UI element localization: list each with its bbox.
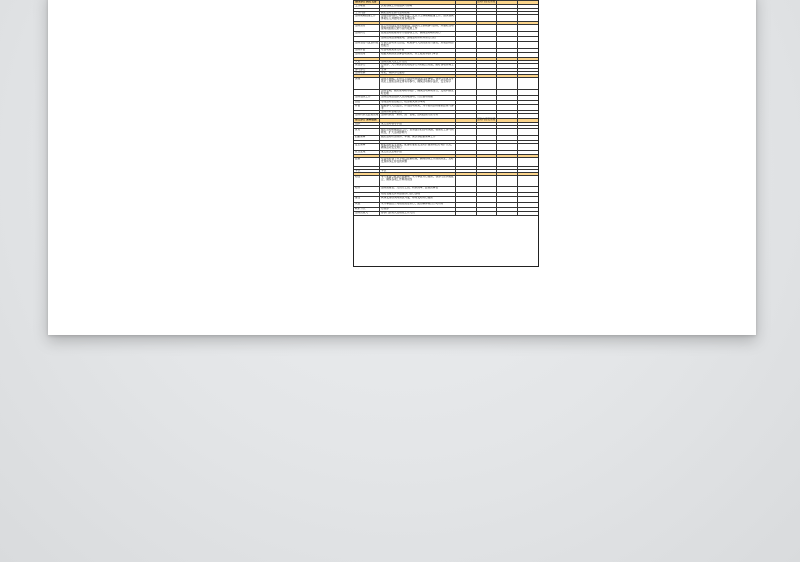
row-text-cell xyxy=(380,155,456,157)
progress-cell xyxy=(497,61,518,63)
row-label-cell xyxy=(354,126,380,128)
row-text-cell: 未尽事宜按公司相关规定执行，最终解释权归公司所有 xyxy=(380,203,456,207)
progress-cell xyxy=(518,49,539,52)
row-text-cell: 活动开始前，主持人介绍活动流程及注意事项，各部门负责人带领员工按照活动安排有序参与，确保活动秩序良好，安全有序 xyxy=(380,78,456,89)
table-row xyxy=(354,25,538,32)
row-label-cell: 流程 xyxy=(354,78,380,89)
progress-cell xyxy=(477,176,498,186)
progress-cell xyxy=(477,126,498,128)
progress-cell xyxy=(456,176,477,186)
progress-cell xyxy=(456,58,477,60)
progress-cell xyxy=(456,129,477,135)
progress-cell xyxy=(477,49,498,52)
progress-cell xyxy=(456,61,477,63)
progress-cell xyxy=(477,167,498,169)
progress-cell xyxy=(518,37,539,41)
progress-cell xyxy=(497,69,518,71)
row-text-cell: 做好活动前期宣传工作，营造良好的活动氛围，提高员工参与积极性，扩大活动影响力 xyxy=(380,129,456,135)
progress-cell xyxy=(456,15,477,21)
row-text-cell: 在公司内部发布活动通知，组织员工积极参与活动，并做好活动现场的拍照记录与宣传报道工作 xyxy=(380,25,456,31)
row-label-cell: 人员 xyxy=(354,61,380,63)
progress-cell xyxy=(497,187,518,192)
progress-cell xyxy=(518,69,539,71)
progress-cell xyxy=(518,119,539,122)
progress-cell xyxy=(456,126,477,128)
row-label-cell: 责任部门 xyxy=(354,64,380,68)
progress-cell xyxy=(477,123,498,125)
spreadsheet-table xyxy=(353,0,539,267)
row-text-cell xyxy=(380,9,456,11)
table-row xyxy=(354,78,538,90)
progress-cell xyxy=(518,173,539,175)
row-label-cell: 活动执行 xyxy=(354,32,380,36)
progress-cell xyxy=(477,75,498,77)
progress-cell xyxy=(456,25,477,31)
row-label-cell: 第五部分 保障措施 xyxy=(354,119,380,122)
progress-cell xyxy=(518,53,539,57)
row-text-cell: 做好活动所需物资、车辆、餐饮等后勤保障工作 xyxy=(380,136,456,140)
progress-cell xyxy=(497,78,518,89)
table-row xyxy=(354,176,538,187)
progress-cell xyxy=(477,193,498,196)
row-text-cell xyxy=(380,167,456,169)
progress-cell xyxy=(456,119,477,122)
progress-cell xyxy=(518,155,539,157)
row-text-cell: 制定活动安全预案，配备必要的安全防护措施和医疗救护人员，确保活动安全进行 xyxy=(380,144,456,150)
progress-cell xyxy=(477,42,498,48)
progress-cell xyxy=(477,58,498,60)
progress-cell: 活动内容及进度 xyxy=(477,0,496,3)
progress-cell xyxy=(497,129,518,135)
progress-cell xyxy=(518,5,539,8)
progress-cell xyxy=(477,197,498,202)
row-label-cell: 组织 xyxy=(354,123,380,125)
progress-cell xyxy=(518,42,539,48)
progress-cell xyxy=(518,126,539,128)
row-label-cell: 应急处理 xyxy=(354,151,380,154)
progress-cell xyxy=(456,42,477,48)
document-page xyxy=(48,0,756,335)
row-label-cell: 总结 xyxy=(354,101,380,104)
progress-cell xyxy=(456,155,477,157)
row-label-cell xyxy=(354,141,380,143)
progress-cell xyxy=(477,105,498,110)
progress-cell xyxy=(477,208,498,211)
progress-cell xyxy=(518,208,539,211)
row-text-cell: 对本次活动进行总结，收集参与人员的意见与建议，形成活动总结报告 xyxy=(380,42,456,48)
row-label-cell: 活动负责人 xyxy=(354,212,380,215)
progress-cell xyxy=(497,15,518,21)
progress-cell xyxy=(518,187,539,192)
row-text-cell: 活动物资统一采购、统一管理，活动经费专款专用 xyxy=(380,114,456,118)
progress-cell xyxy=(456,187,477,192)
progress-cell xyxy=(477,78,498,89)
row-label-cell: 监督 xyxy=(354,158,380,166)
row-text-cell xyxy=(380,119,456,122)
progress-cell xyxy=(477,22,498,24)
progress-cell xyxy=(497,101,518,104)
progress-cell xyxy=(456,193,477,196)
progress-cell xyxy=(497,155,518,157)
progress-cell xyxy=(456,114,477,118)
progress-cell xyxy=(497,25,518,31)
progress-cell xyxy=(497,72,518,74)
progress-cell xyxy=(477,12,498,14)
row-text-cell: 活动结束后清理现场，整理活动资料并进行归档 xyxy=(380,37,456,41)
progress-cell xyxy=(456,49,477,52)
row-text-cell: 对活动的各个环节进行监督检查，确保各项工作落到实处，及时发现和纠正存在的问题 xyxy=(380,158,456,166)
row-label-cell xyxy=(354,173,380,175)
progress-cell xyxy=(497,105,518,110)
progress-cell xyxy=(456,144,477,150)
progress-cell xyxy=(456,12,477,14)
progress-cell xyxy=(518,170,539,172)
progress-cell xyxy=(456,101,477,104)
row-label-cell: 安全保障 xyxy=(354,144,380,150)
row-label-cell: 考核 xyxy=(354,170,380,172)
row-label-cell: 备注 xyxy=(354,197,380,202)
progress-cell xyxy=(477,144,498,150)
progress-cell xyxy=(477,64,498,68)
progress-cell xyxy=(477,170,498,172)
row-label-cell xyxy=(354,167,380,169)
progress-cell xyxy=(477,5,498,8)
progress-cell xyxy=(497,197,518,202)
row-label-cell xyxy=(354,193,380,196)
progress-cell xyxy=(456,90,477,95)
row-text-cell xyxy=(380,173,456,175)
progress-cell xyxy=(456,167,477,169)
progress-cell xyxy=(497,173,518,175)
progress-cell xyxy=(477,173,498,175)
progress-cell xyxy=(518,96,539,100)
progress-cell xyxy=(456,53,477,57)
progress-cell xyxy=(477,151,498,154)
progress-cell xyxy=(477,187,498,192)
row-text-cell: 活动资料整理归档 xyxy=(380,111,456,113)
row-label-cell: 附注 xyxy=(354,176,380,186)
progress-cell xyxy=(456,105,477,110)
progress-cell xyxy=(518,129,539,135)
row-label-cell xyxy=(354,90,380,95)
progress-cell xyxy=(477,129,498,135)
progress-cell xyxy=(477,111,498,113)
progress-cell xyxy=(456,212,477,215)
progress-cell xyxy=(518,105,539,110)
row-text-cell xyxy=(380,22,456,24)
progress-cell xyxy=(497,123,518,125)
progress-cell xyxy=(518,64,539,68)
row-label-cell: 工作内容 xyxy=(354,12,380,14)
progress-cell xyxy=(497,203,518,207)
progress-cell xyxy=(497,158,518,166)
progress-cell xyxy=(518,75,539,77)
progress-cell xyxy=(477,96,498,100)
progress-cell xyxy=(497,64,518,68)
progress-cell xyxy=(497,126,518,128)
progress-cell xyxy=(518,123,539,125)
row-label-cell: 其他 xyxy=(354,203,380,207)
progress-cell xyxy=(518,101,539,104)
progress-cell xyxy=(456,69,477,71)
row-text-cell: 活动所需物料、场地布置、人员分工等前期准备工作，落实到具体责任人并按时完成各项任务 xyxy=(380,15,456,21)
progress-cell xyxy=(477,203,498,207)
progress-cell xyxy=(477,155,498,157)
row-text-cell: 对活动效果进行评估 xyxy=(380,49,456,52)
progress-cell xyxy=(477,53,498,57)
progress-cell xyxy=(477,158,498,166)
progress-cell xyxy=(518,111,539,113)
progress-cell xyxy=(497,212,518,215)
progress-cell xyxy=(477,141,498,143)
row-text-cell: 活动流程表、人员分工表、物资清单、经费预算表 xyxy=(380,187,456,192)
progress-cell xyxy=(456,78,477,89)
row-text-cell: 确定活动主题与活动流程 xyxy=(380,12,456,14)
row-label-cell: 后勤保障 xyxy=(354,136,380,140)
progress-cell xyxy=(456,75,477,77)
row-label-cell xyxy=(354,58,380,60)
progress-cell xyxy=(477,9,498,11)
progress-cell xyxy=(497,90,518,95)
progress-cell xyxy=(456,64,477,68)
row-text-cell xyxy=(380,126,456,128)
row-label-cell: 第四部分 执行安排 xyxy=(354,1,380,4)
progress-cell xyxy=(497,9,518,11)
row-text-cell xyxy=(380,58,456,60)
progress-cell xyxy=(518,15,539,21)
row-label-cell xyxy=(354,37,380,41)
row-label-cell: 活动费用 xyxy=(354,53,380,57)
row-text-cell: 本方案由行政部负责解释，未尽事宜另行通知，各部门应积极配合，确保各项工作顺利完成 xyxy=(380,176,456,186)
table-row xyxy=(354,144,538,151)
row-text-cell: 按照活动流程有序开展各项工作，确保活动顺利进行 xyxy=(380,32,456,36)
row-text-cell: 考核 xyxy=(380,170,456,172)
progress-cell xyxy=(456,170,477,172)
progress-cell xyxy=(497,119,518,122)
progress-cell xyxy=(518,12,539,14)
row-label-cell xyxy=(354,111,380,113)
row-text-cell: 成立应急处理小组 xyxy=(380,151,456,154)
progress-cell xyxy=(497,32,518,36)
progress-cell xyxy=(518,1,539,4)
row-label-cell: 宣传 xyxy=(354,129,380,135)
progress-cell xyxy=(456,32,477,36)
row-label-cell: 联系方式 xyxy=(354,208,380,211)
row-text-cell: 活动结束后组织人员清理现场，归还借用物品 xyxy=(380,96,456,100)
row-label-cell xyxy=(354,75,380,77)
row-text-cell: 根据参与人员反馈，评估活动效果，为今后的活动提供经验与参考 xyxy=(380,105,456,110)
progress-cell xyxy=(518,58,539,60)
progress-cell xyxy=(497,75,518,77)
progress-cell xyxy=(518,144,539,150)
progress-cell xyxy=(497,49,518,52)
progress-cell xyxy=(497,144,518,150)
row-label-cell: 活动总结与反馈阶段 xyxy=(354,42,380,48)
table-row xyxy=(354,158,538,167)
progress-cell: 活动内容及进度 xyxy=(477,118,496,121)
row-label-cell: 活动时间 xyxy=(354,72,380,74)
row-label-cell: 参与部门 xyxy=(354,69,380,71)
row-text-cell: 全体 xyxy=(380,69,456,71)
progress-cell xyxy=(477,37,498,41)
progress-cell xyxy=(477,90,498,95)
row-text-cell: 具体安排以实际情况为准，如有变动另行通知 xyxy=(380,197,456,202)
progress-cell xyxy=(456,111,477,113)
progress-cell xyxy=(477,25,498,31)
progress-cell xyxy=(518,9,539,11)
row-label-cell: 活动宣传 xyxy=(354,25,380,31)
progress-cell xyxy=(456,72,477,74)
progress-cell xyxy=(518,72,539,74)
row-text-cell: 活动中期，做好现场秩序维护，确保活动顺利进行，发现问题及时处理 xyxy=(380,90,456,95)
progress-cell xyxy=(477,212,498,215)
progress-cell xyxy=(497,176,518,186)
row-text-cell: 相关表格及资料由各部门自行整理 xyxy=(380,193,456,196)
progress-cell xyxy=(477,15,498,21)
row-label-cell: 活动评估 xyxy=(354,49,380,52)
progress-cell xyxy=(497,193,518,196)
progress-cell xyxy=(518,167,539,169)
progress-cell xyxy=(518,197,539,202)
progress-cell xyxy=(477,101,498,104)
progress-cell xyxy=(518,151,539,154)
progress-cell xyxy=(477,61,498,63)
progress-cell xyxy=(456,136,477,140)
progress-cell xyxy=(518,158,539,166)
progress-cell xyxy=(518,25,539,31)
row-text-cell: 成立活动领导小组 xyxy=(380,123,456,125)
row-text-cell xyxy=(380,1,456,4)
progress-cell xyxy=(497,42,518,48)
progress-cell xyxy=(497,111,518,113)
row-label-cell: 活动物资及经费管理 xyxy=(355,114,379,116)
progress-cell xyxy=(497,58,518,60)
progress-cell xyxy=(497,151,518,154)
row-text-cell: 行政部、人力资源部及相关部门共同配合完成，做好各项协调工作 xyxy=(380,64,456,68)
progress-cell xyxy=(497,167,518,169)
row-text-cell: 待定，具体另行通知 xyxy=(380,72,456,74)
progress-cell xyxy=(456,5,477,8)
progress-cell xyxy=(477,136,498,140)
progress-cell xyxy=(497,208,518,211)
progress-cell xyxy=(497,5,518,8)
table-row xyxy=(354,42,538,49)
progress-cell xyxy=(456,9,477,11)
progress-cell xyxy=(497,37,518,41)
progress-cell xyxy=(497,170,518,172)
row-text-cell: 活动负责人及工作人员 xyxy=(380,61,456,63)
progress-cell xyxy=(518,61,539,63)
table-row xyxy=(354,212,538,216)
row-text-cell: 负责各项工作的组织与协调 xyxy=(380,5,456,8)
row-label-cell: 评估 xyxy=(354,105,380,110)
progress-cell xyxy=(456,151,477,154)
row-text-cell: 形成活动总结报告，报送相关领导审阅 xyxy=(380,101,456,104)
progress-cell xyxy=(518,22,539,24)
row-text-cell xyxy=(380,141,456,143)
progress-cell xyxy=(456,123,477,125)
row-label-cell: 活动后续工作 xyxy=(354,96,380,100)
progress-cell xyxy=(518,90,539,95)
progress-cell xyxy=(497,114,518,118)
progress-cell xyxy=(497,1,518,4)
row-label-cell: 附件 xyxy=(354,187,380,192)
progress-cell xyxy=(497,22,518,24)
progress-cell xyxy=(518,203,539,207)
progress-cell xyxy=(497,53,518,57)
row-label-cell xyxy=(354,155,380,157)
progress-cell xyxy=(456,22,477,24)
progress-cell xyxy=(456,1,477,4)
progress-cell xyxy=(456,173,477,175)
progress-cell xyxy=(518,136,539,140)
progress-cell xyxy=(518,141,539,143)
progress-cell xyxy=(518,114,539,118)
progress-cell xyxy=(456,141,477,143)
progress-cell xyxy=(518,212,539,215)
progress-cell xyxy=(518,193,539,196)
progress-cell xyxy=(456,158,477,166)
row-label-cell xyxy=(354,9,380,11)
progress-cell xyxy=(518,32,539,36)
progress-cell xyxy=(477,32,498,36)
progress-cell xyxy=(497,96,518,100)
progress-cell xyxy=(497,136,518,140)
progress-cell xyxy=(456,208,477,211)
progress-cell xyxy=(456,96,477,100)
row-label-cell: 工作职责 xyxy=(354,5,380,8)
row-label-cell: 活动前期准备工作 xyxy=(354,15,380,21)
progress-cell xyxy=(518,176,539,186)
row-text-cell xyxy=(380,75,456,77)
row-text-cell: 行政部 xyxy=(380,208,456,211)
progress-cell xyxy=(497,12,518,14)
row-text-cell: 根据实际情况核算活动费用，并上报财务部门审核 xyxy=(380,53,456,57)
progress-cell xyxy=(456,37,477,41)
progress-cell xyxy=(518,78,539,89)
row-text-cell: 各部门负责人及相关工作人员 xyxy=(380,212,456,215)
progress-cell xyxy=(456,203,477,207)
table-row xyxy=(354,129,538,136)
row-label-cell xyxy=(354,22,380,24)
progress-cell xyxy=(477,69,498,71)
table-row xyxy=(354,15,538,22)
progress-cell xyxy=(497,141,518,143)
progress-cell xyxy=(477,72,498,74)
progress-cell xyxy=(456,197,477,202)
